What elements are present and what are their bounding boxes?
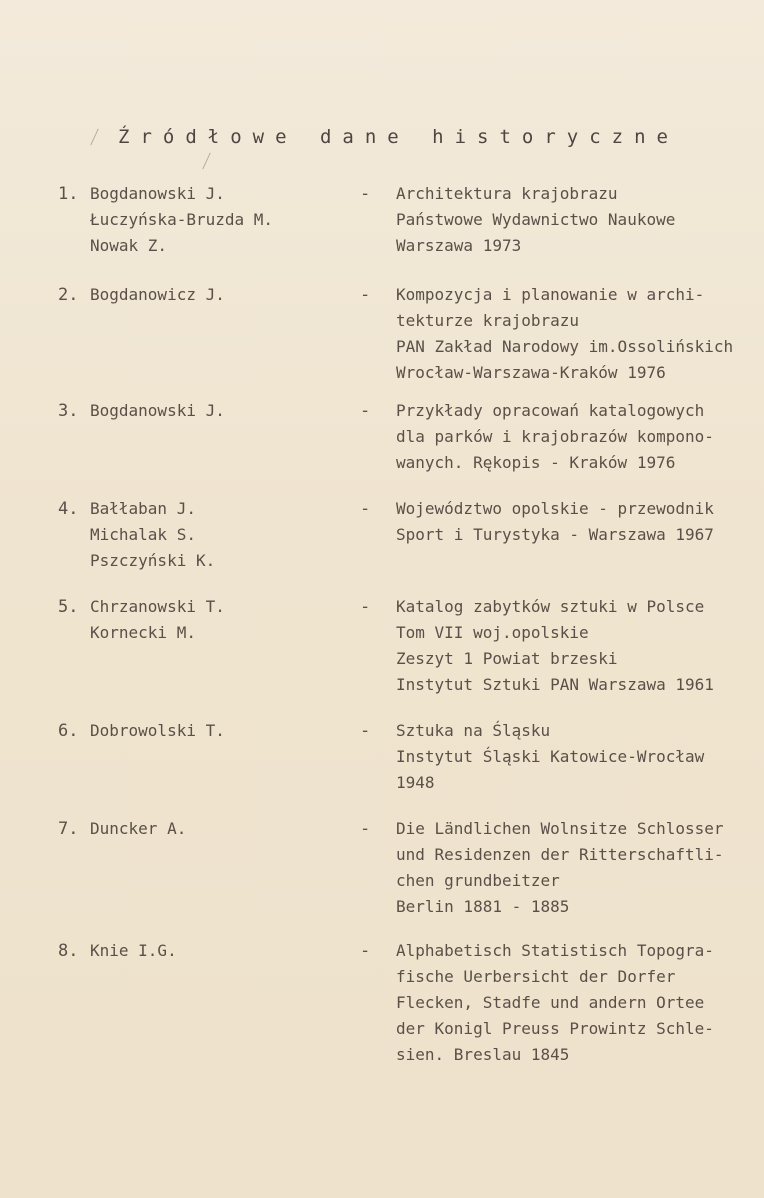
work-line: der Konigl Preuss Prowintz Schle- <box>396 1019 714 1038</box>
entry-authors <box>90 282 225 308</box>
work-line: tekturze krajobrazu <box>396 311 580 330</box>
pen-mark <box>202 153 211 170</box>
entry-work <box>396 938 714 1068</box>
work-line: wanych. Rękopis - Kraków 1976 <box>396 453 676 472</box>
entry-number: 8. <box>58 941 79 961</box>
entry-authors <box>90 594 225 646</box>
entry-number: 6. <box>58 721 79 741</box>
author-line: Bogdanowski J. <box>90 184 225 203</box>
entry-authors <box>90 718 225 744</box>
entry-work <box>396 718 704 796</box>
author-line: Nowak Z. <box>90 236 168 255</box>
entry-work <box>396 496 714 548</box>
work-line: dla parków i krajobrazów kompono- <box>396 427 714 446</box>
entry-separator: - <box>360 819 371 839</box>
work-line: Alphabetisch Statistisch Topogra- <box>396 941 714 960</box>
author-line: Pszczyński K. <box>90 551 216 570</box>
entry-authors <box>90 938 177 964</box>
work-line: und Residenzen der Ritterschaftli- <box>396 845 724 864</box>
work-line: PAN Zakład Narodowy im.Ossolińskich <box>396 337 734 356</box>
work-line: Flecken, Stadfe und andern Ortee <box>396 993 705 1012</box>
work-line: Kompozycja i planowanie w archi- <box>396 285 705 304</box>
entry-authors <box>90 816 186 842</box>
author-line: Dobrowolski T. <box>90 721 225 740</box>
entry-separator: - <box>360 721 371 741</box>
pen-mark <box>90 129 99 146</box>
work-line: Katalog zabytków sztuki w Polsce <box>396 597 705 616</box>
author-line: Kornecki M. <box>90 623 196 642</box>
entry-number: 4. <box>58 499 79 519</box>
page-title: Źródłowe dane historyczne <box>118 126 679 148</box>
entry-authors <box>90 496 215 574</box>
work-line: chen grundbeitzer <box>396 871 560 890</box>
work-line: Przykłady opracowań katalogowych <box>396 401 705 420</box>
work-line: Województwo opolskie - przewodnik <box>396 499 714 518</box>
entry-work <box>396 398 714 476</box>
work-line: Die Ländlichen Wolnsitze Schlosser <box>396 819 724 838</box>
author-line: Chrzanowski T. <box>90 597 225 616</box>
work-line: Instytut Sztuki PAN Warszawa 1961 <box>396 675 714 694</box>
work-line: Państwowe Wydawnictwo Naukowe <box>396 210 676 229</box>
work-line: Zeszyt 1 Powiat brzeski <box>396 649 618 668</box>
work-line: 1948 <box>396 773 435 792</box>
entry-number: 5. <box>58 597 79 617</box>
work-line: Warszawa 1973 <box>396 236 522 255</box>
entry-separator: - <box>360 401 371 421</box>
entry-separator: - <box>360 941 371 961</box>
entry-number: 2. <box>58 285 79 305</box>
work-line: Sztuka na Śląsku <box>396 721 551 740</box>
entry-separator: - <box>360 499 371 519</box>
work-line: Architektura krajobrazu <box>396 184 618 203</box>
author-line: Łuczyńska-Bruzda M. <box>90 210 274 229</box>
work-line: sien. Breslau 1845 <box>396 1045 570 1064</box>
entry-number: 3. <box>58 401 79 421</box>
work-line: Wrocław-Warszawa-Kraków 1976 <box>396 363 666 382</box>
entry-separator: - <box>360 184 371 204</box>
work-line: Berlin 1881 - 1885 <box>396 897 570 916</box>
author-line: Michalak S. <box>90 525 196 544</box>
entry-work <box>396 816 724 920</box>
author-line: Bałłaban J. <box>90 499 196 518</box>
entry-number: 1. <box>58 184 79 204</box>
work-line: Instytut Śląski Katowice-Wrocław <box>396 747 705 766</box>
entry-separator: - <box>360 285 371 305</box>
work-line: fische Uerbersicht der Dorfer <box>396 967 676 986</box>
author-line: Duncker A. <box>90 819 187 838</box>
author-line: Bogdanowicz J. <box>90 285 225 304</box>
author-line: Knie I.G. <box>90 941 177 960</box>
work-line: Tom VII woj.opolskie <box>396 623 589 642</box>
entry-authors <box>90 181 273 259</box>
entry-separator: - <box>360 597 371 617</box>
work-line: Sport i Turystyka - Warszawa 1967 <box>396 525 714 544</box>
entry-number: 7. <box>58 819 79 839</box>
entry-authors <box>90 398 225 424</box>
entry-work <box>396 282 733 386</box>
entry-work <box>396 594 714 698</box>
author-line: Bogdanowski J. <box>90 401 225 420</box>
entry-work <box>396 181 675 259</box>
